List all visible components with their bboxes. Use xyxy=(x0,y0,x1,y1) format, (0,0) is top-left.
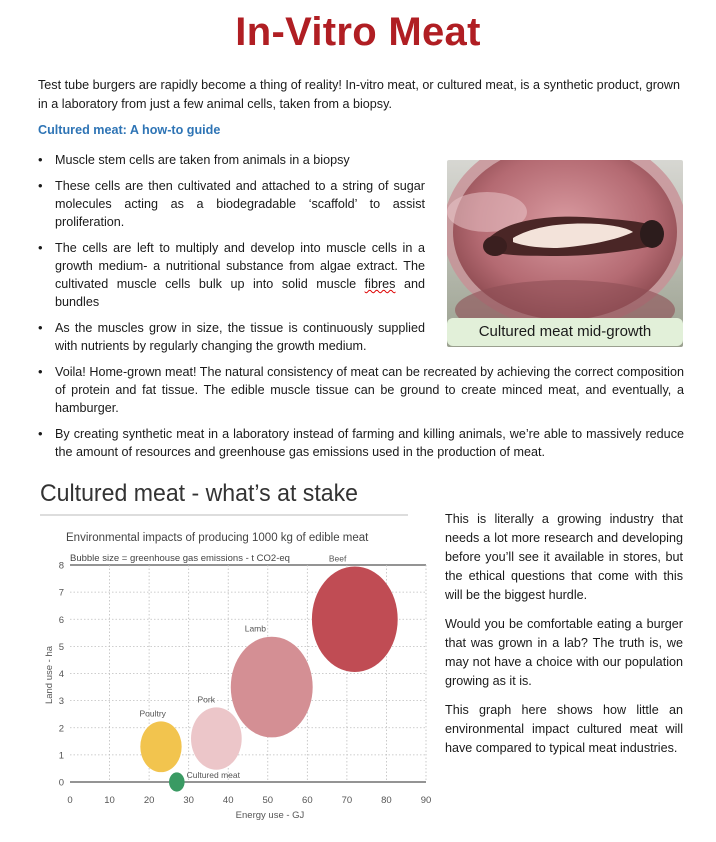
y-tick-label: 7 xyxy=(58,587,64,599)
x-tick-label: 10 xyxy=(104,795,115,806)
y-tick-label: 2 xyxy=(58,723,64,735)
x-tick-label: 30 xyxy=(183,795,194,806)
list-item: • As the muscles grow in size, the tissue is continuously supplied with nutrients by regularly changing the growth medium. xyxy=(38,319,425,355)
y-tick-label: 3 xyxy=(58,696,64,708)
guide-heading: Cultured meat: A how-to guide xyxy=(38,123,221,137)
x-axis-label: Energy use - GJ xyxy=(235,810,305,821)
x-tick-label: 80 xyxy=(381,795,392,806)
chart-title: Environmental impacts of producing 1000 kg of edible meat xyxy=(66,532,369,544)
side-paragraph: This graph here shows how little an environmental impact cultured meat will have compared to typical meat industries. xyxy=(445,703,683,755)
bubble-label: Poultry xyxy=(139,708,166,719)
bubble-pork xyxy=(191,707,242,769)
x-tick-label: 90 xyxy=(420,795,432,806)
y-tick-label: 5 xyxy=(58,641,64,653)
x-tick-label: 0 xyxy=(67,795,73,806)
bubble-label: Lamb xyxy=(244,623,266,634)
y-tick-label: 4 xyxy=(58,669,64,680)
side-paragraph: This is literally a growing industry that needs a lot more research and developing before you’ll see it available in stores, but the ethical questions that come with this will be the biggest hurdle. xyxy=(445,512,683,602)
photo-caption: Cultured meat mid-growth xyxy=(447,318,683,346)
emissions-chart xyxy=(36,475,436,830)
step-text-tail: and bundles xyxy=(55,277,426,309)
x-tick-label: 20 xyxy=(143,795,155,806)
list-item: • Voila! Home-grown meat! The natural consistency of meat can be recreated by achieving the correct composition of protein and fat tissue. The edible muscle tissue can be ground to create minced meat, and eventually, a hamburger. xyxy=(38,363,684,417)
bubble-chart xyxy=(36,475,436,830)
bubble-beef xyxy=(312,566,398,672)
y-tick-label: 0 xyxy=(58,777,64,789)
bubble-label: Cultured meat xyxy=(186,770,240,780)
x-tick-label: 50 xyxy=(262,795,274,806)
spellcheck-word: fibres xyxy=(364,277,396,291)
list-item xyxy=(38,239,425,311)
y-tick-label: 8 xyxy=(58,560,64,572)
side-paragraph: Would you be comfortable eating a burger that was grown in a lab? The truth is, we may not have a choice with our population growing as it is. xyxy=(445,617,683,688)
x-tick-label: 60 xyxy=(302,795,313,806)
y-tick-label: 1 xyxy=(58,750,64,762)
bubble-label: Beef xyxy=(328,553,347,564)
chart-subtitle: Bubble size = greenhouse gas emissions - t CO2-eq xyxy=(70,553,290,564)
bubble-lamb xyxy=(231,637,313,738)
bubble-poultry xyxy=(140,721,181,772)
list-item: • These cells are then cultivated and attached to a string of sugar molecules acting as a biodegradable ‘scaffold’ to assist proliferation. xyxy=(38,177,425,231)
bubble-cultured-meat xyxy=(169,772,185,791)
bubble-label: Pork xyxy=(197,694,215,705)
y-tick-label: 6 xyxy=(58,614,64,626)
x-tick-label: 70 xyxy=(341,795,353,806)
page-title: In-Vitro Meat xyxy=(235,10,481,54)
list-item: • Muscle stem cells are taken from animals in a biopsy xyxy=(38,151,425,169)
y-axis-label: Land use - ha xyxy=(44,645,55,705)
step-text: The cells are left to multiply and develop into muscle cells in a growth medium- a nutritional substance from algae extract. The cultivated muscle cells bulk up into solid muscle xyxy=(55,241,425,291)
x-tick-label: 40 xyxy=(222,795,234,806)
chart-heading: Cultured meat - what’s at stake xyxy=(40,480,358,507)
list-item: • By creating synthetic meat in a laboratory instead of farming and killing animals, we’re able to massively reduce the amount of resources and greenhouse gas emissions used in the production of meat. xyxy=(38,425,684,461)
side-column xyxy=(445,510,683,768)
intro-paragraph: Test tube burgers are rapidly become a thing of reality! In-vitro meat, or cultured meat, is a synthetic product, grown in a laboratory from just a few animal cells, taken from a biopsy. xyxy=(38,78,680,111)
